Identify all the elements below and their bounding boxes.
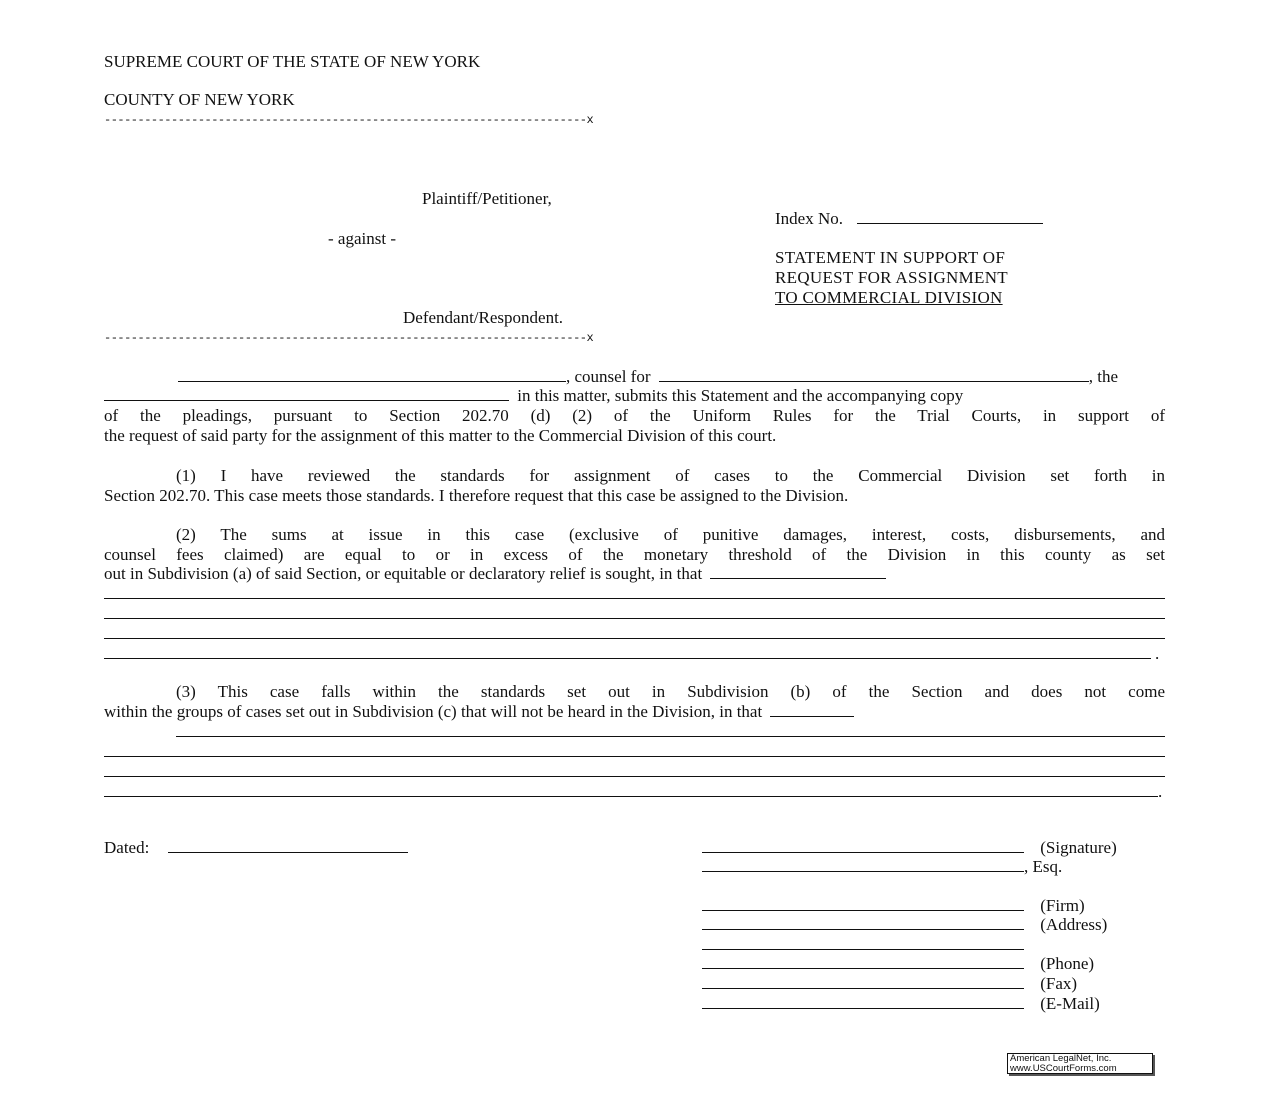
intro-line-3: of the pleadings, pursuant to Section 202.70 (d) (2) of the Uniform Rules for the Trial Courts, in support of xyxy=(104,406,1165,425)
paragraph-2-line-2: counsel fees claimed) are equal to or in excess of the monetary threshold of the Division in this county as set xyxy=(104,544,1165,564)
paragraph-2-line-3: out in Subdivision (a) of said Section, or equitable or declaratory relief is sought, in that xyxy=(104,564,703,583)
intro-line-2-text: in this matter, submits this Statement and the accompanying copy xyxy=(517,386,964,405)
paragraph-3-answer-line-2[interactable] xyxy=(104,756,1165,757)
paragraph-3-line-2: within the groups of cases set out in Subdivision (c) that will not be heard in the Division, in that xyxy=(104,702,763,721)
paragraph-3 xyxy=(104,682,1165,702)
intro-line-4: the request of said party for the assignment of this matter to the Commercial Division of this court. xyxy=(104,425,777,445)
paragraph-2-answer-line-1[interactable] xyxy=(104,598,1165,599)
paragraph-1-line-1: (1) I have reviewed the standards for assignment of cases to the Commercial Division set forth in xyxy=(176,466,1165,485)
esq-label: , Esq. xyxy=(1024,857,1063,876)
party-role-field[interactable] xyxy=(104,386,509,401)
index-number-row xyxy=(775,209,1043,229)
email-field[interactable] xyxy=(702,994,1024,1009)
publisher-name: American LegalNet, Inc. xyxy=(1010,1053,1112,1064)
attorney-name-row xyxy=(702,857,1062,877)
publisher-website: www.USCourtForms.com xyxy=(1010,1063,1117,1074)
signature-row xyxy=(702,838,1117,858)
fax-label: (Fax) xyxy=(1040,974,1078,993)
phone-field[interactable] xyxy=(702,954,1024,969)
paragraph-2 xyxy=(104,525,1165,564)
caption-top-rule: ------------------------------------------------------------------------x xyxy=(104,113,594,127)
dated-row xyxy=(104,838,408,858)
firm-field[interactable] xyxy=(702,896,1024,911)
fax-row xyxy=(702,974,1077,994)
signature-field[interactable] xyxy=(702,838,1024,853)
counsel-name-field[interactable] xyxy=(178,367,566,382)
email-row xyxy=(702,994,1100,1014)
paragraph-2-line-1: (2) The sums at issue in this case (exclusive of punitive damages, interest, costs, disbursements, and xyxy=(176,525,1165,544)
document-title-line-1: STATEMENT IN SUPPORT OF xyxy=(775,248,1006,267)
county-name: COUNTY OF NEW YORK xyxy=(104,90,295,109)
phone-label: (Phone) xyxy=(1040,954,1095,973)
firm-label: (Firm) xyxy=(1040,896,1085,915)
paragraph-3-answer-line-1[interactable] xyxy=(176,736,1165,737)
address-row xyxy=(702,915,1107,935)
address-field-line-1[interactable] xyxy=(702,915,1024,930)
address-label: (Address) xyxy=(1040,915,1108,934)
paragraph-2-answer-line-3[interactable] xyxy=(104,638,1165,639)
paragraph-2-answer-line-2[interactable] xyxy=(104,618,1165,619)
paragraph-3-period: . xyxy=(1158,782,1163,801)
attorney-name-field[interactable] xyxy=(702,857,1024,872)
paragraph-3-line-2-row xyxy=(104,702,854,722)
document-title-line-3: TO COMMERCIAL DIVISION xyxy=(775,288,1003,307)
publisher-footer-box xyxy=(1007,1053,1153,1074)
intro-line-2 xyxy=(104,386,963,406)
fax-field[interactable] xyxy=(702,974,1024,989)
firm-row xyxy=(702,896,1085,916)
paragraph-3-line-1: (3) This case falls within the standards set out in Subdivision (b) of the Section and does not come xyxy=(176,682,1165,701)
intro-body xyxy=(104,406,1165,445)
caption-bottom-rule: ------------------------------------------------------------------------x xyxy=(104,331,594,345)
address-field-line-2[interactable] xyxy=(702,949,1024,950)
phone-row xyxy=(702,954,1094,974)
paragraph-3-answer-start[interactable] xyxy=(770,702,854,717)
paragraph-2-line-3-row xyxy=(104,564,886,584)
document-title-line-2: REQUEST FOR ASSIGNMENT xyxy=(775,268,1008,287)
paragraph-2-answer-start[interactable] xyxy=(710,564,886,579)
plaintiff-label: Plaintiff/Petitioner, xyxy=(422,189,552,208)
paragraph-3-answer-line-4[interactable] xyxy=(104,796,1158,797)
index-number-label: Index No. xyxy=(775,209,843,228)
paragraph-2-answer-line-4[interactable] xyxy=(104,658,1151,659)
date-field[interactable] xyxy=(168,838,408,853)
against-label: - against - xyxy=(328,229,396,248)
counsel-for-text: , counsel for xyxy=(566,367,651,386)
index-number-field[interactable] xyxy=(857,209,1043,224)
intro-line-1 xyxy=(104,367,1118,387)
dated-label: Dated: xyxy=(104,838,150,857)
court-name: SUPREME COURT OF THE STATE OF NEW YORK xyxy=(104,52,481,71)
paragraph-1-line-2: Section 202.70. This case meets those standards. I therefore request that this case be assigned to the Division. xyxy=(104,485,849,505)
defendant-label: Defendant/Respondent. xyxy=(403,308,564,327)
the-text: , the xyxy=(1088,367,1119,386)
paragraph-2-period: . xyxy=(1155,644,1160,663)
email-label: (E-Mail) xyxy=(1040,994,1100,1013)
signature-label: (Signature) xyxy=(1040,838,1117,857)
paragraph-3-answer-line-3[interactable] xyxy=(104,776,1165,777)
party-name-field[interactable] xyxy=(659,367,1089,382)
paragraph-1 xyxy=(104,466,1165,505)
